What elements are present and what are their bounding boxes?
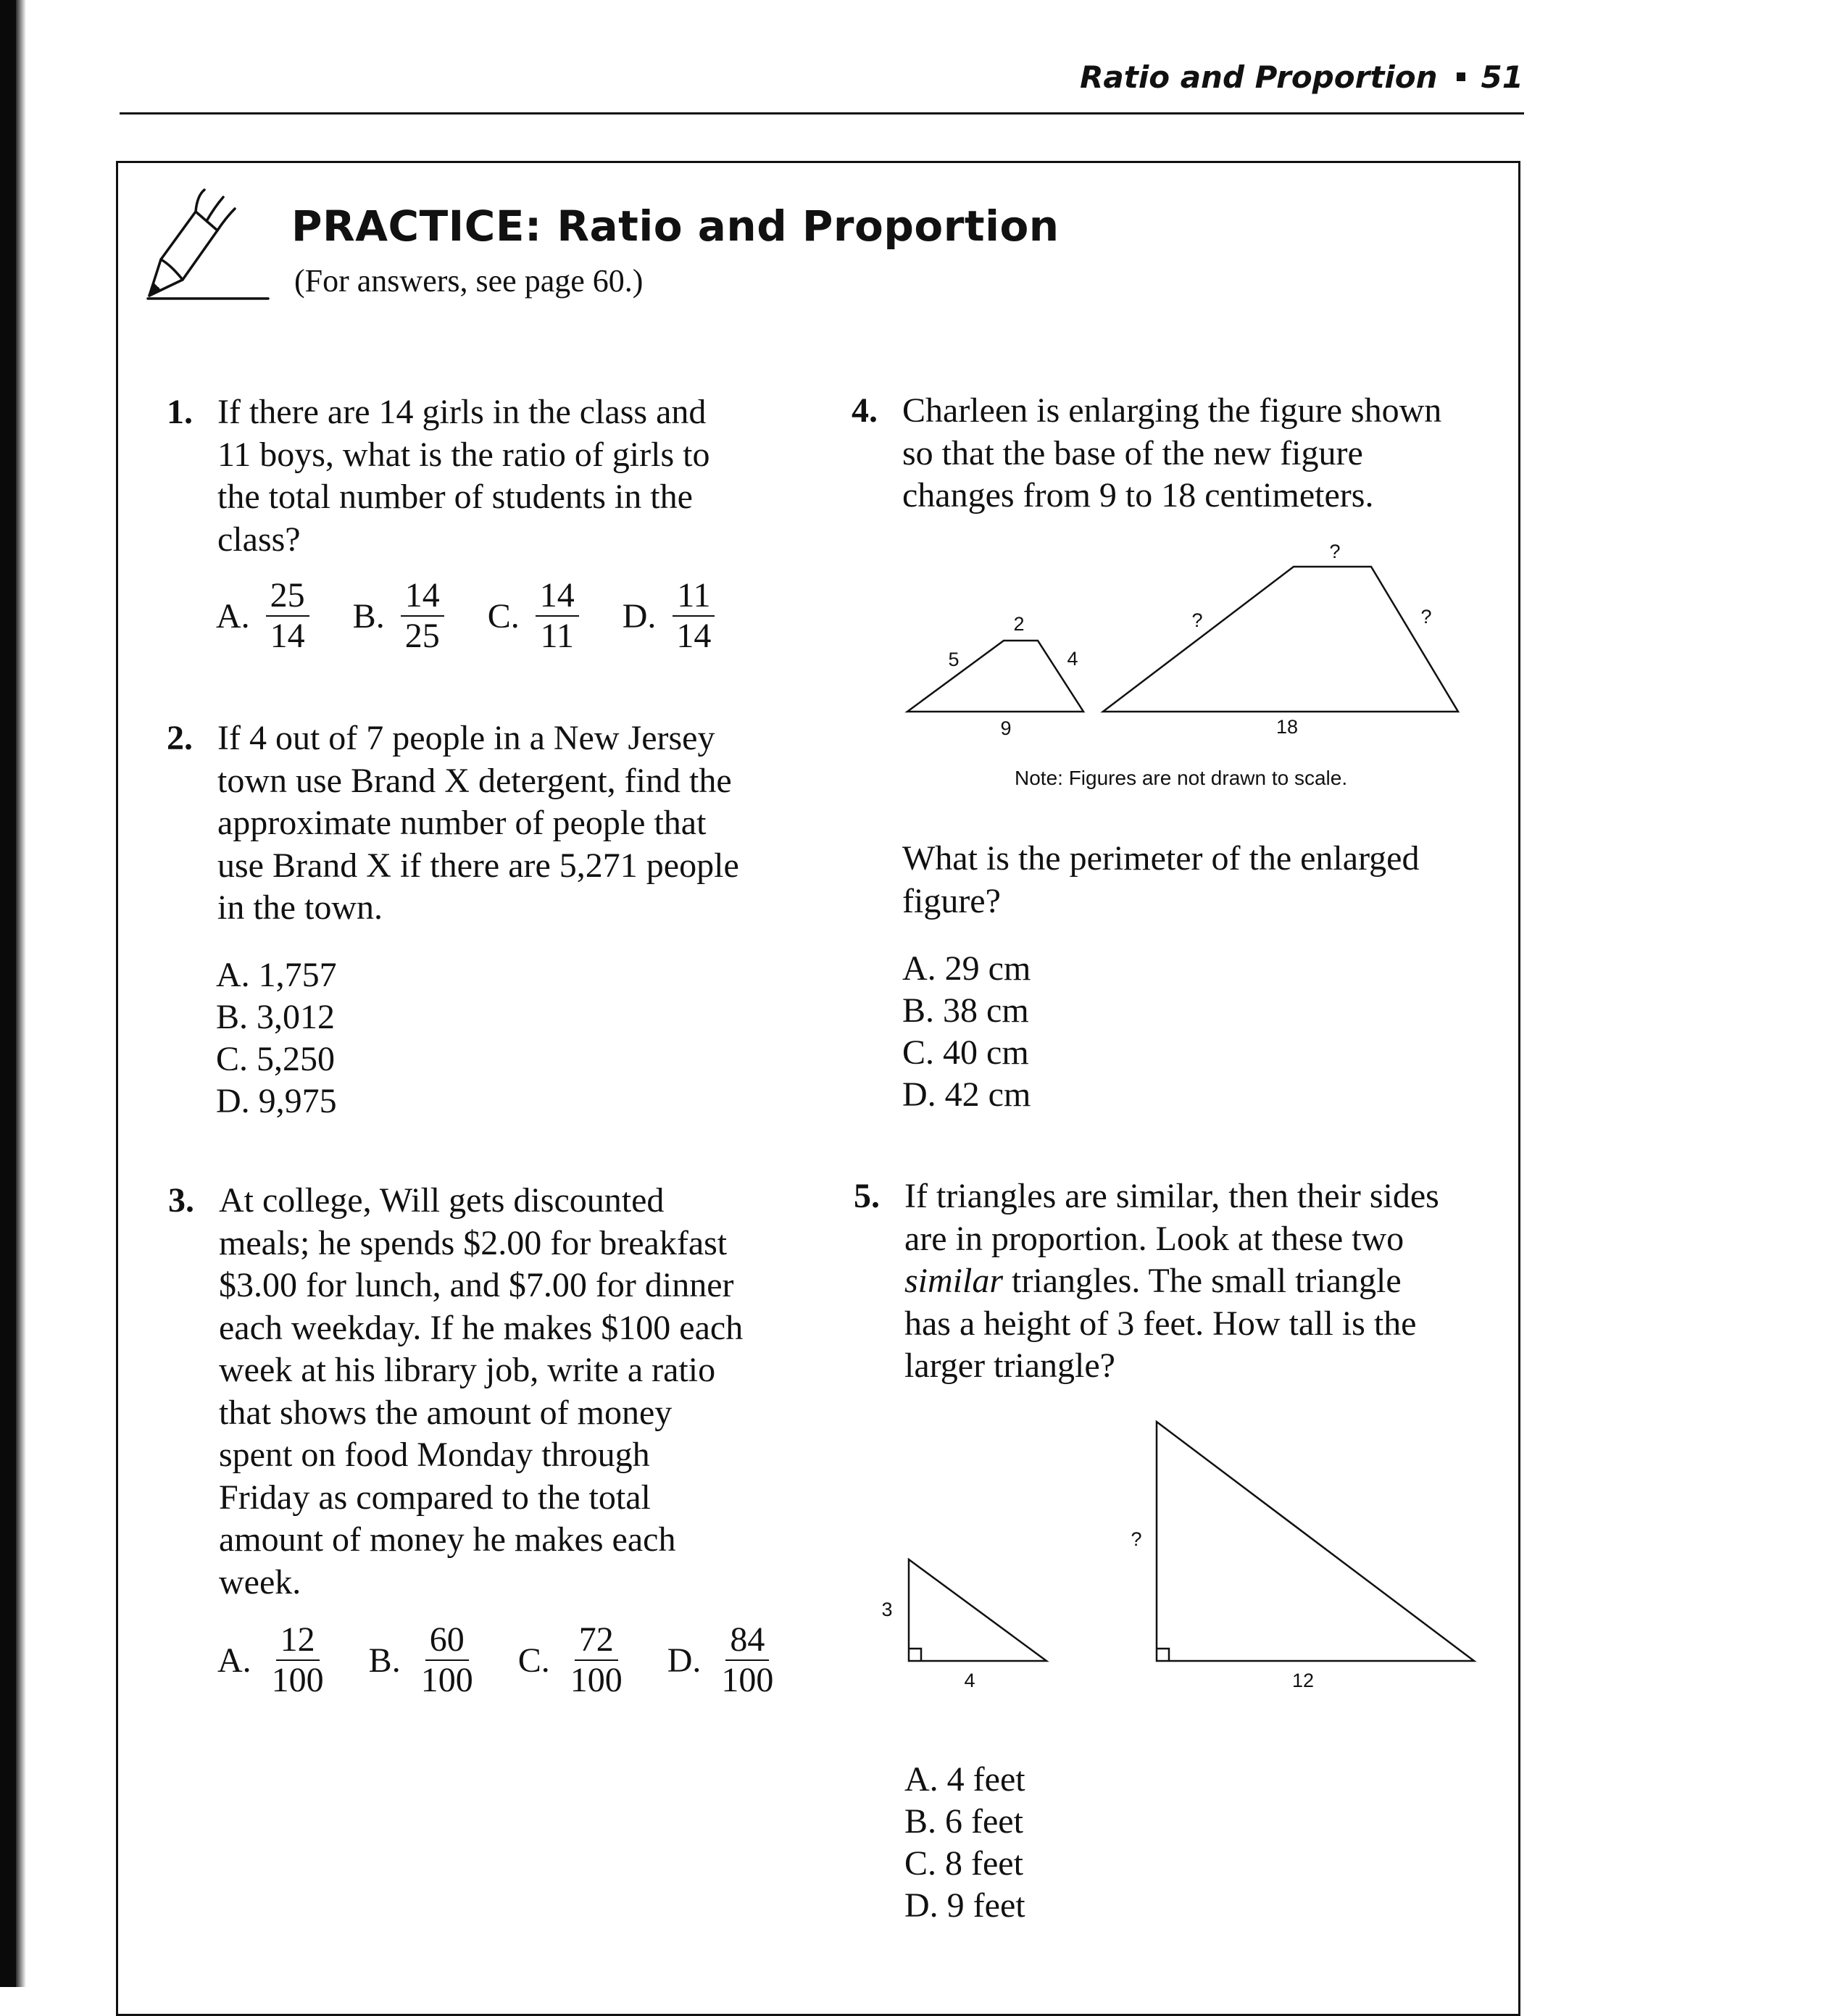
option-d[interactable]: D. 9,975 bbox=[216, 1082, 337, 1120]
q2-options bbox=[216, 954, 337, 1122]
denominator: 100 bbox=[420, 1661, 473, 1699]
question-text-line: If 4 out of 7 people in a New Jersey bbox=[217, 719, 715, 757]
question-text-line: Charleen is enlarging the figure shown bbox=[902, 391, 1442, 430]
numerator: 12 bbox=[276, 1620, 320, 1661]
option-a[interactable] bbox=[217, 1620, 328, 1700]
question-4 bbox=[852, 390, 1518, 517]
question-number: 1. bbox=[167, 393, 193, 431]
question-text-fragment: triangles. The small triangle bbox=[1003, 1262, 1402, 1300]
small-base-label: 9 bbox=[1000, 717, 1012, 739]
option-c[interactable] bbox=[488, 576, 579, 656]
denominator: 11 bbox=[540, 617, 574, 655]
option-d[interactable]: D. 42 cm bbox=[902, 1075, 1031, 1114]
question-text-line: What is the perimeter of the enlarged bbox=[902, 839, 1420, 878]
section-title: Ratio and Proportion bbox=[1080, 59, 1438, 95]
numerator: 72 bbox=[575, 1620, 618, 1661]
question-text-line: in the town. bbox=[217, 888, 383, 927]
option-c[interactable]: C. 40 cm bbox=[902, 1033, 1029, 1072]
question-5 bbox=[854, 1175, 1528, 1388]
question-text-line: 11 boys, what is the ratio of girls to bbox=[217, 435, 710, 474]
pencil-icon bbox=[145, 187, 275, 303]
question-2 bbox=[167, 717, 841, 930]
question-text-line: town use Brand X detergent, find the bbox=[217, 761, 732, 800]
question-text-line: meals; he spends $2.00 for breakfast bbox=[219, 1223, 728, 1262]
question-text-line: so that the base of the new figure bbox=[902, 433, 1363, 472]
numerator: 25 bbox=[266, 576, 309, 617]
question-text-line: each weekday. If he makes $100 each bbox=[219, 1308, 744, 1347]
question-3 bbox=[168, 1180, 842, 1604]
option-label: C. bbox=[517, 1641, 550, 1680]
question-text-line: changes from 9 to 18 centimeters. bbox=[902, 476, 1374, 515]
option-label: A. bbox=[217, 1641, 251, 1680]
question-text-line: that shows the amount of money bbox=[219, 1393, 673, 1432]
option-c[interactable]: C. 5,250 bbox=[216, 1040, 336, 1078]
option-c[interactable] bbox=[518, 1620, 627, 1700]
option-b[interactable] bbox=[369, 1620, 478, 1700]
question-number: 5. bbox=[854, 1177, 880, 1215]
large-base-label: 18 bbox=[1275, 716, 1299, 738]
option-label: B. bbox=[352, 596, 385, 636]
running-head bbox=[1080, 59, 1523, 95]
question-4-prompt bbox=[902, 838, 1518, 922]
question-text-line: Friday as compared to the total bbox=[219, 1478, 651, 1517]
denominator: 100 bbox=[271, 1661, 324, 1699]
question-number: 4. bbox=[852, 391, 878, 430]
question-text-line: $3.00 for lunch, and $7.00 for dinner bbox=[219, 1266, 734, 1304]
large-left-label: ? bbox=[1191, 609, 1203, 631]
binding-shadow bbox=[0, 0, 16, 1987]
question-text-line: are in proportion. Look at these two bbox=[904, 1219, 1404, 1258]
question-text-line: has a height of 3 feet. How tall is the bbox=[904, 1304, 1417, 1343]
denominator: 100 bbox=[721, 1661, 774, 1699]
option-d[interactable]: D. 9 feet bbox=[904, 1886, 1025, 1925]
q5-options bbox=[904, 1759, 1025, 1927]
option-b[interactable]: B. 38 cm bbox=[902, 991, 1029, 1030]
question-text-line: class? bbox=[217, 520, 301, 559]
header-bullet-icon bbox=[1457, 72, 1465, 81]
small-left-label: 5 bbox=[948, 649, 960, 670]
large-top-label: ? bbox=[1329, 541, 1341, 562]
denominator: 14 bbox=[676, 617, 712, 655]
denominator: 100 bbox=[570, 1661, 623, 1699]
binding-shadow-edge bbox=[16, 0, 26, 1987]
option-d[interactable] bbox=[623, 576, 716, 656]
q3-options bbox=[217, 1620, 778, 1700]
question-text-line: At college, Will gets discounted bbox=[219, 1181, 665, 1220]
question-text-line: figure? bbox=[902, 881, 1001, 920]
large-right-label: ? bbox=[1420, 606, 1432, 628]
question-text-line: the total number of students in the bbox=[217, 478, 693, 516]
large-height-label: ? bbox=[1131, 1528, 1142, 1550]
option-b[interactable] bbox=[353, 576, 444, 656]
option-label: D. bbox=[667, 1641, 702, 1680]
figure-note: Note: Figures are not drawn to scale. bbox=[1015, 767, 1348, 789]
denominator: 14 bbox=[270, 617, 305, 655]
option-b[interactable]: B. 6 feet bbox=[904, 1802, 1023, 1841]
numerator: 60 bbox=[425, 1620, 469, 1661]
question-text-line: use Brand X if there are 5,271 people bbox=[217, 846, 739, 885]
question-text-line: approximate number of people that bbox=[217, 804, 707, 842]
numerator: 11 bbox=[673, 576, 715, 617]
question-text-line: amount of money he makes each bbox=[219, 1520, 676, 1559]
question-number: 2. bbox=[167, 719, 193, 757]
numerator: 14 bbox=[536, 576, 579, 617]
denominator: 25 bbox=[404, 617, 440, 655]
question-text-line bbox=[904, 1260, 1528, 1303]
option-label: D. bbox=[622, 596, 657, 636]
small-base-label: 4 bbox=[964, 1670, 975, 1691]
practice-title: PRACTICE: Ratio and Proportion bbox=[291, 201, 1060, 251]
numerator: 84 bbox=[725, 1620, 769, 1661]
question-text-line: If triangles are similar, then their sides bbox=[904, 1177, 1439, 1215]
large-base-label: 12 bbox=[1291, 1670, 1315, 1691]
question-text-line: week at his library job, write a ratio bbox=[219, 1351, 716, 1389]
option-d[interactable] bbox=[667, 1620, 778, 1700]
option-a[interactable]: A. 1,757 bbox=[216, 956, 337, 994]
numerator: 14 bbox=[401, 576, 444, 617]
page-number: 51 bbox=[1481, 59, 1523, 95]
small-height-label: 3 bbox=[881, 1599, 893, 1620]
question-text-line: If there are 14 girls in the class and bbox=[217, 393, 707, 431]
question-text-line: larger triangle? bbox=[904, 1346, 1115, 1385]
practice-subtitle: (For answers, see page 60.) bbox=[294, 263, 644, 299]
small-top-label: 2 bbox=[1013, 613, 1025, 635]
option-label: B. bbox=[368, 1641, 401, 1680]
question-1 bbox=[167, 391, 841, 561]
q1-options bbox=[216, 576, 715, 656]
question-number: 3. bbox=[168, 1181, 194, 1220]
option-c[interactable]: C. 8 feet bbox=[904, 1844, 1023, 1883]
italic-word: similar bbox=[904, 1262, 1004, 1300]
q4-options bbox=[902, 948, 1031, 1116]
option-a[interactable] bbox=[216, 576, 309, 656]
question-text-line: week. bbox=[219, 1562, 301, 1601]
option-a[interactable]: A. 4 feet bbox=[904, 1760, 1025, 1799]
header-rule bbox=[120, 112, 1524, 114]
option-a[interactable]: A. 29 cm bbox=[902, 949, 1031, 988]
option-label: A. bbox=[216, 596, 250, 636]
small-right-label: 4 bbox=[1067, 648, 1078, 670]
option-b[interactable]: B. 3,012 bbox=[216, 998, 336, 1036]
option-label: C. bbox=[487, 596, 520, 636]
question-text-line: spent on food Monday through bbox=[219, 1436, 650, 1474]
